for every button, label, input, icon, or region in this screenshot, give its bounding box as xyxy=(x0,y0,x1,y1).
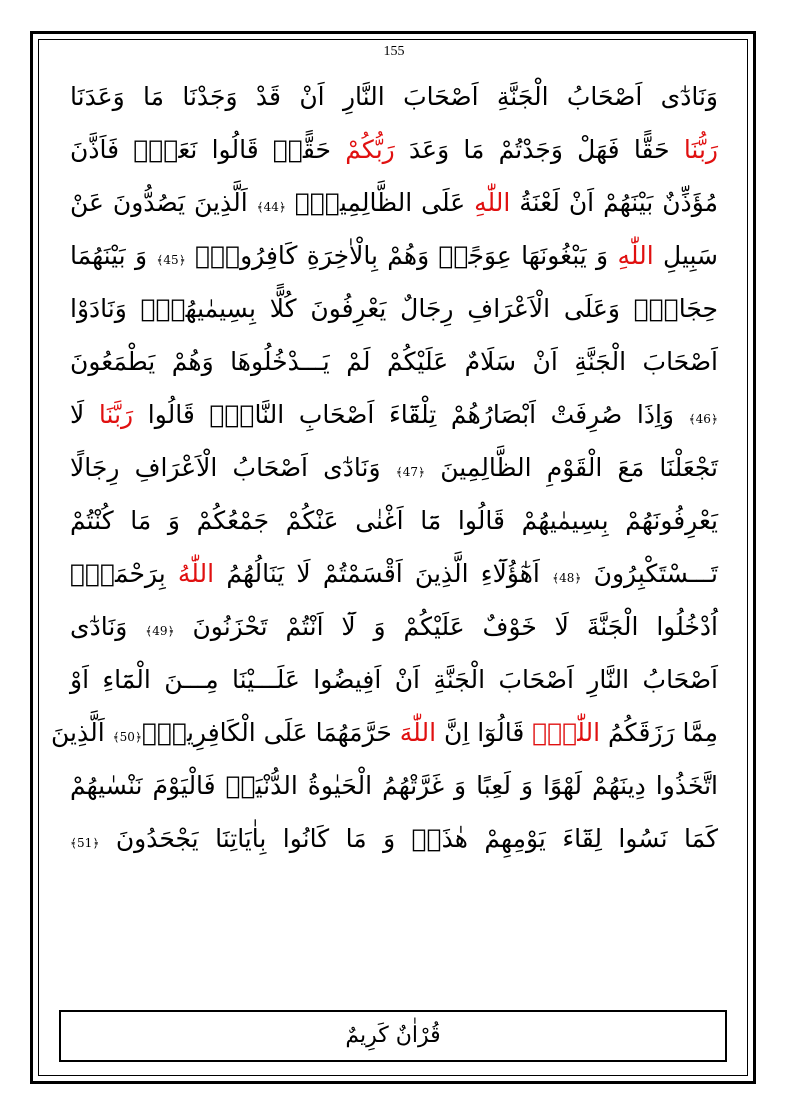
ayah-number: ﴿51﴾ xyxy=(70,836,100,850)
text-line xyxy=(70,282,718,335)
divine-name: اللّٰهِ xyxy=(617,241,654,270)
text-line xyxy=(70,70,718,123)
divine-name: اللّٰهَ xyxy=(399,718,437,747)
verse-text: حِجَابٌۚ وَعَلَى الْاَعْرَافِ رِجَالٌ يَعْرِفُونَ كُلًّا بِسِيمٰيهُمْۚ وَنَادَوْا xyxy=(70,294,718,323)
verse-text: اُدْخُلُوا الْجَنَّةَ لَا خَوْفٌ عَلَيْكُمْ وَ لَٓا اَنْتُمْ تَحْزَنُونَ xyxy=(174,612,719,641)
quran-text-block xyxy=(51,70,719,865)
verse-text: مُؤَذِّنٌ بَيْنَهُمْ اَنْ لَعْنَةُ xyxy=(510,188,718,217)
verse-text: اَلَّذِينَ xyxy=(51,718,113,747)
verse-text: حَرَّمَهُمَا عَلَى الْكَافِرِينَۙ xyxy=(141,718,400,747)
divine-name: اللّٰهُ xyxy=(177,559,215,588)
divine-name: رَبُّنَا xyxy=(683,135,719,164)
verse-text: وَنَادٰٓى اَصْحَابُ الْاَعْرَافِ رِجَالًا xyxy=(70,453,396,482)
verse-text: وَ يَبْغُونَهَا عِوَجًاۚ وَهُمْ بِالْاٰخِرَةِ كَافِرُونَۢ xyxy=(185,241,618,270)
ayah-number: ﴿50﴾ xyxy=(112,730,142,744)
verse-text: وَنَادٰٓى xyxy=(70,612,146,641)
verse-text: اَهٰٓؤُلَٓاءِ الَّذِينَ اَقْسَمْتُمْ لَا يَنَالُهُمُ xyxy=(214,559,553,588)
footer-box xyxy=(59,1010,727,1062)
text-line xyxy=(70,600,718,653)
verse-text: اتَّخَذُوا دِينَهُمْ لَهْوًا وَ لَعِبًا وَ غَرَّتْهُمُ الْحَيٰوةُ الدُّنْيَاۚ فَالْيَوْمَ نَنْسٰيهُمْ xyxy=(70,771,718,800)
text-line xyxy=(70,441,718,494)
verse-text: بِرَحْمَةٍۜ xyxy=(70,559,178,588)
text-line xyxy=(70,812,718,865)
verse-text: كَمَا نَسُوا لِقَٓاءَ يَوْمِهِمْ هٰذَاۙ وَ مَا كَانُوا بِاٰيَاتِنَا يَجْحَدُونَ xyxy=(99,824,718,853)
verse-text: سَبِيلِ xyxy=(653,241,718,270)
text-line xyxy=(70,176,718,229)
verse-text: وَ بَيْنَهُمَا xyxy=(70,241,157,270)
ayah-number: ﴿44﴾ xyxy=(256,200,286,214)
text-line xyxy=(70,494,718,547)
ayah-number: ﴿49﴾ xyxy=(145,624,175,638)
footer-title: قُرْاٰنٌ كَرِيمٌ xyxy=(345,1023,441,1048)
divine-name: رَبُّكُمْ xyxy=(345,135,395,164)
text-line xyxy=(51,706,718,759)
verse-text: تَجْعَلْنَا مَعَ الْقَوْمِ الظَّالِمِينَ xyxy=(425,453,719,482)
text-line xyxy=(70,653,718,706)
verse-text: حَقًّاۜ قَالُوا نَعَمْۚ فَاَذَّنَ xyxy=(70,135,346,164)
verse-text: قَالُوٓا اِنَّ xyxy=(436,718,533,747)
divine-name: اللّٰهُۜ xyxy=(532,718,601,747)
verse-text: تَـــسْتَكْبِرُونَ xyxy=(581,559,718,588)
verse-text: حَقًّا فَهَلْ وَجَدْتُمْ مَا وَعَدَ xyxy=(394,135,684,164)
verse-text: عَلَى الظَّالِمِينَۙ xyxy=(285,188,475,217)
page-number: 155 xyxy=(383,44,405,59)
ayah-number: ﴿47﴾ xyxy=(395,465,426,479)
verse-text: وَنَادٰٓى اَصْحَابُ الْجَنَّةِ اَصْحَابَ النَّارِ اَنْ قَدْ وَجَدْنَا مَا وَعَدَنَا xyxy=(70,82,718,111)
text-line xyxy=(70,123,718,176)
text-line xyxy=(70,229,718,282)
verse-text: اَصْحَابُ النَّارِ اَصْحَابَ الْجَنَّةِ اَنْ اَفِيضُوا عَلَـــيْنَا مِـــنَ الْمَٓاءِ اَوْ xyxy=(70,665,718,694)
ayah-number: ﴿48﴾ xyxy=(552,571,582,585)
text-line xyxy=(70,547,718,600)
verse-text: يَعْرِفُونَهُمْ بِسِيمٰيهُمْ قَالُوا مَٓا اَغْنٰى عَنْكُمْ جَمْعُكُمْ وَ مَا كُنْتُمْ xyxy=(70,506,718,535)
text-line xyxy=(70,335,718,388)
verse-text: مِمَّا رَزَقَكُمُ xyxy=(600,718,718,747)
divine-name: اللّٰهِ xyxy=(474,188,511,217)
ayah-number: ﴿45﴾ xyxy=(156,253,186,267)
ayah-number: ﴿46﴾ xyxy=(688,412,718,426)
divine-name: رَبَّنَا xyxy=(98,400,134,429)
text-line xyxy=(70,759,718,812)
text-line xyxy=(70,388,718,441)
verse-text: لَا xyxy=(70,400,99,429)
verse-text: وَاِذَا صُرِفَتْ اَبْصَارُهُمْ تِلْقَٓاءَ اَصْحَابِ النَّارِۙ قَالُوا xyxy=(133,400,689,429)
verse-text: اَصْحَابَ الْجَنَّةِ اَنْ سَلَامٌ عَلَيْكُمْ لَمْ يَـــدْخُلُوهَا وَهُمْ يَطْمَعُونَ xyxy=(70,347,718,376)
verse-text: اَلَّذِينَ يَصُدُّونَ عَنْ xyxy=(70,188,257,217)
